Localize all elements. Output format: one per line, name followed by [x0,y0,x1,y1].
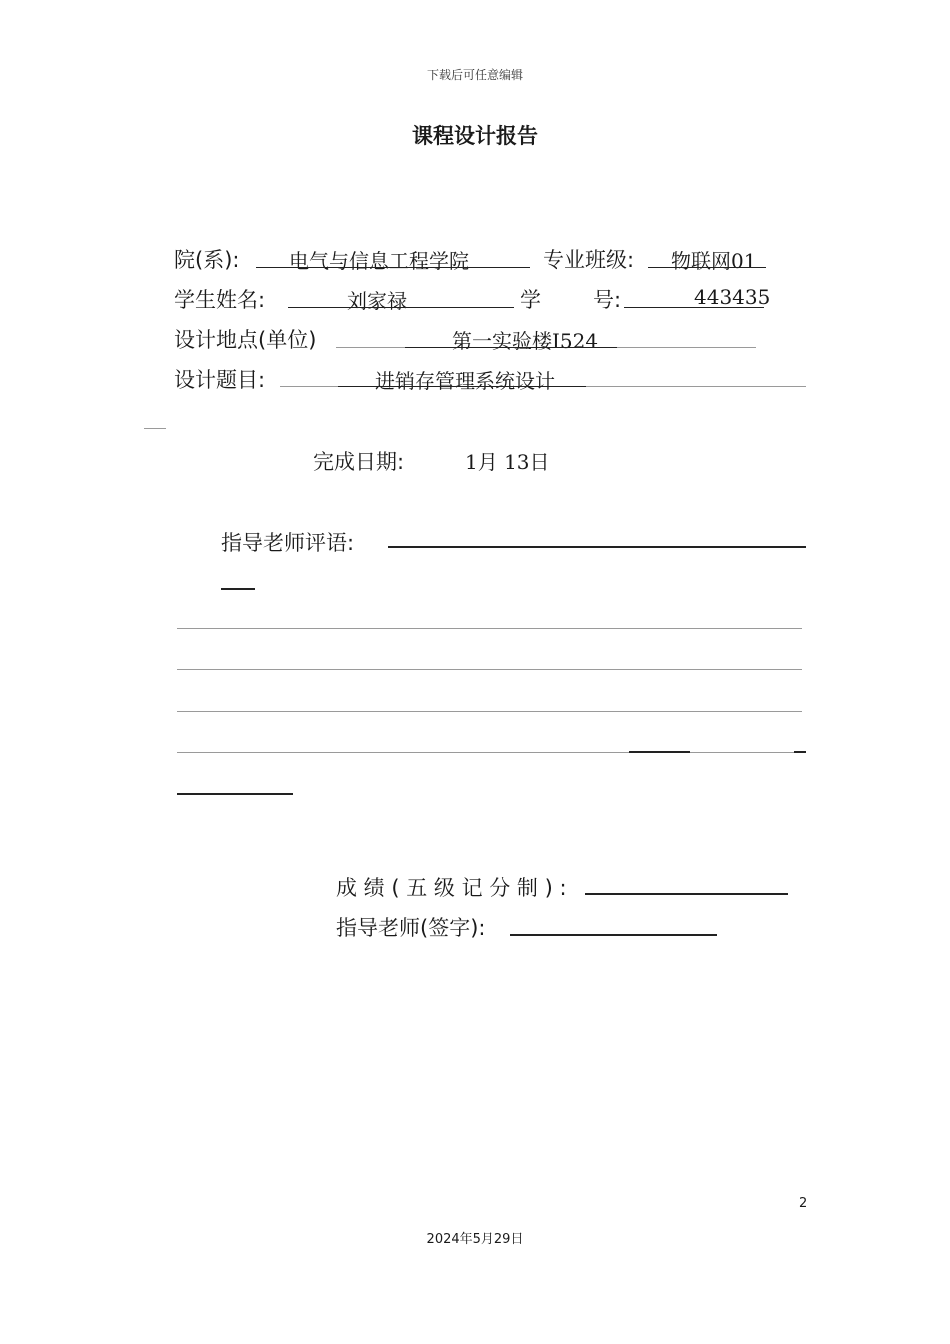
comments-line-4 [177,752,802,753]
page-title: 课程设计报告 [412,124,538,148]
comments-line-4-mark [629,751,690,753]
college-underline [256,267,530,268]
comments-line-0 [388,546,806,548]
comments-line-1 [177,628,802,629]
student-name-label: 学生姓名: [174,288,266,312]
student-id-label-2: 号: [593,288,622,312]
footer-date: 2024年5月29日 [426,1232,524,1247]
college-value: 电气与信息工程学院 [289,249,469,273]
class-underline [648,267,766,268]
student-id-value: 443435 [694,285,771,309]
completion-date-value: 1月 13日 [465,450,550,474]
comments-line-4-end [794,751,806,753]
student-id-label-1: 学 [520,288,541,312]
left-dash [144,428,166,429]
design-topic-label: 设计题目: [174,368,266,392]
comments-line-3 [177,711,802,712]
design-location-label: 设计地点(单位) [174,328,317,352]
supervisor-comments-label: 指导老师评语: [221,531,355,555]
completion-date-label: 完成日期: [313,450,405,474]
comments-line-2 [177,669,802,670]
comments-line-5 [177,793,293,795]
comments-line-0-tail [221,588,255,590]
grade-underline [585,893,788,895]
design-topic-underline [338,386,586,387]
design-location-underline [405,347,617,348]
class-value: 物联网01 [671,249,757,273]
student-id-underline [624,307,764,308]
design-topic-value: 进销存管理系统设计 [375,369,555,393]
design-location-value: 第一实验楼I524 [452,329,599,353]
college-label: 院(系): [174,248,240,272]
class-label: 专业班级: [543,248,635,272]
student-name-underline [288,307,514,308]
page-number: 2 [799,1196,808,1211]
header-note: 下载后可任意编辑 [426,68,523,82]
supervisor-signature-label: 指导老师(签字): [336,916,486,940]
signature-underline [510,934,717,936]
grade-label: 成 绩 ( 五 级 记 分 制 ) : [336,876,567,900]
student-name-value: 刘家禄 [347,289,407,313]
